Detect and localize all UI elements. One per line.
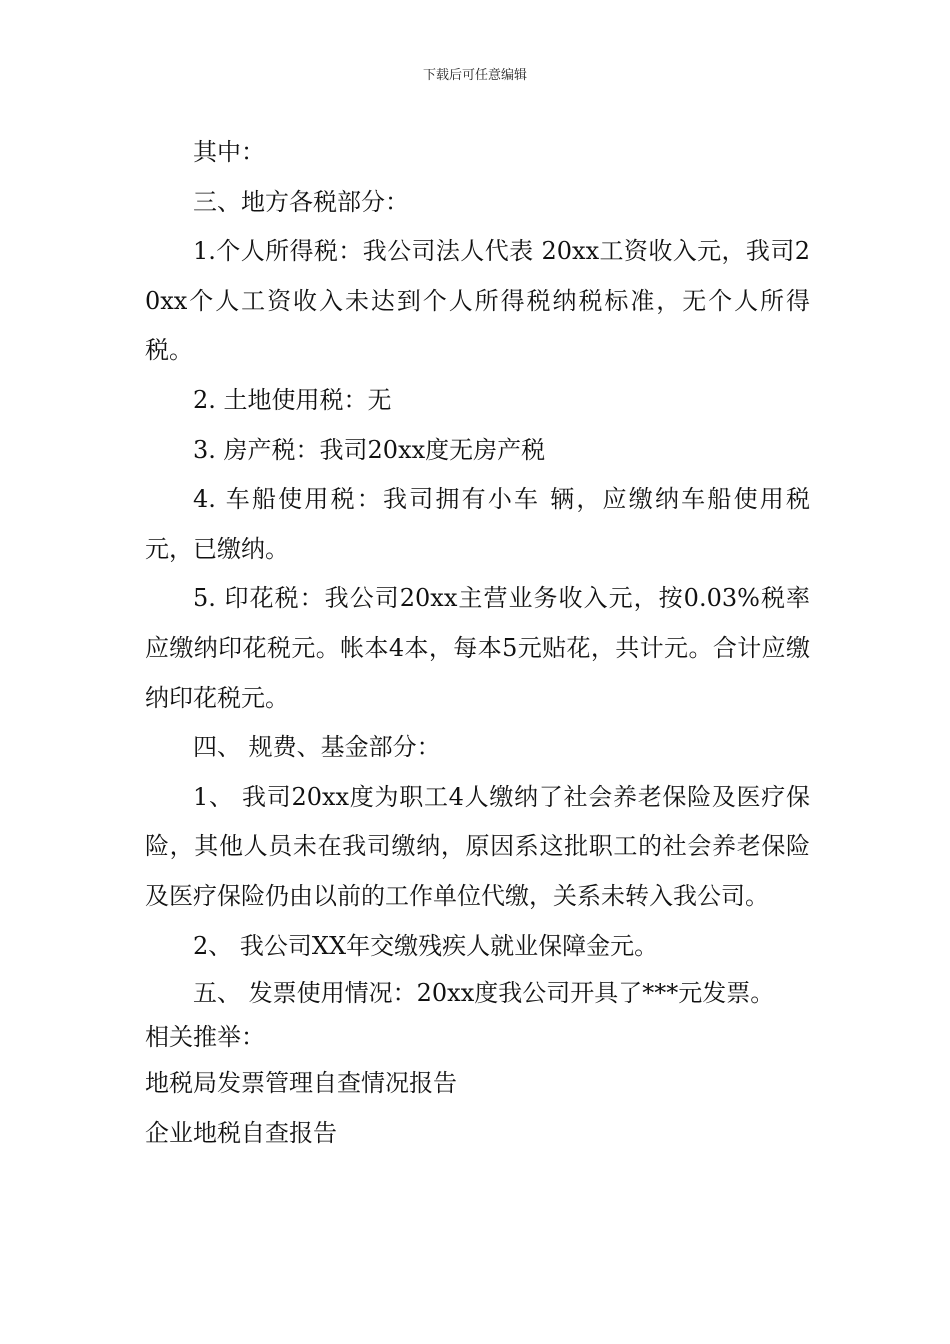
paragraph-income-tax: 1.个人所得税：我公司法人代表 20xx工资收入元，我司20xx个人工资收入未达到个人所得税纳税标准，无个人所得税。	[145, 237, 810, 365]
paragraph-intro: 其中：	[193, 138, 265, 166]
page-header: 下载后可任意编辑	[422, 68, 527, 83]
related-link-enterprise-report[interactable]: 企业地税自查报告	[145, 1118, 337, 1147]
section-heading-local-tax: 三、地方各税部分：	[193, 187, 409, 216]
paragraph-vehicle-tax: 4. 车船使用税：我司拥有小车 辆，应缴纳车船使用税 元，已缴纳。	[145, 485, 810, 563]
paragraph-invoice-usage: 五、 发票使用情况：20xx度我公司开具了***元发票。	[193, 979, 775, 1008]
paragraph-stamp-tax: 5. 印花税：我公司20xx主营业务收入元，按0.03%税率应缴纳印花税元。帐本4本，每本5元贴花，共计元。合计应缴纳印花税元。	[145, 584, 810, 712]
section-heading-fees-funds: 四、 规费、基金部分：	[193, 733, 441, 762]
paragraph-land-tax: 2. 土地使用税：无	[193, 385, 392, 414]
related-link-invoice-report[interactable]: 地税局发票管理自查情况报告	[145, 1069, 457, 1098]
paragraph-property-tax: 3. 房产税：我司20xx度无房产税	[193, 435, 546, 464]
document-body	[145, 128, 810, 1158]
paragraph-social-insurance: 1、 我司20xx度为职工4人缴纳了社会养老保险及医疗保险，其他人员未在我司缴纳，原因系这批职工的社会养老保险及医疗保险仍由以前的工作单位代缴，关系未转入我公司。	[145, 782, 810, 910]
related-title: 相关推举：	[145, 1023, 265, 1052]
paragraph-disability-fund: 2、 我公司XX年交缴残疾人就业保障金元。	[193, 931, 659, 960]
